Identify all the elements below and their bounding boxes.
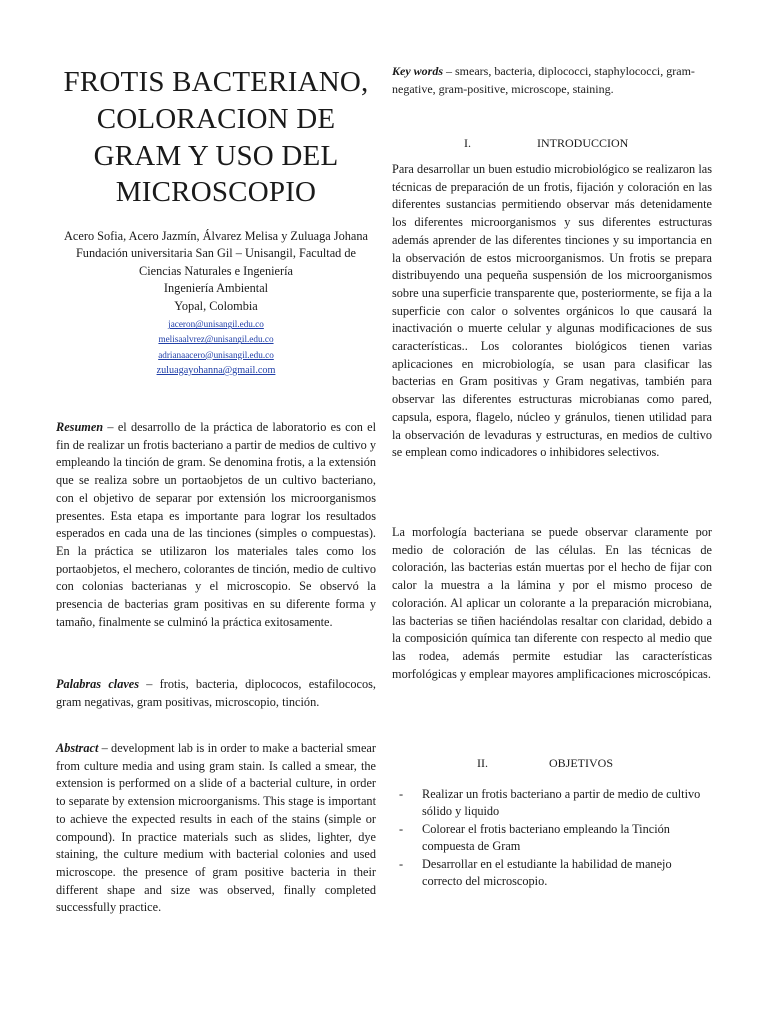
keywords-text: – smears, bacteria, diplococci, staphylococci, gram-negative, gram-positive, microscope, staining. [392, 64, 695, 96]
section-number: I. [464, 136, 471, 150]
email-link[interactable]: melisaalvrez@unisangil.edu.co [158, 334, 274, 345]
location: Yopal, Colombia [174, 298, 258, 313]
list-item [392, 856, 712, 890]
list-item [392, 821, 712, 855]
palabras-claves-lead: Palabras claves [56, 677, 140, 691]
institution: Fundación universitaria San Gil – Unisangil, Facultad de Ciencias Naturales e Ingeniería [75, 246, 357, 278]
bullet-dash: - [399, 822, 404, 836]
section-number: II. [477, 756, 488, 770]
bullet-dash: - [399, 857, 404, 871]
resumen-text: – el desarrollo de la práctica de laboratorio es con el fin de realizar un frotis bacteriano a partir de medios de cultivo y empleando la tinción de gram. Se denomina frotis, a la extensión que se realiza sobre un portaobjetos de un cultivo bacteriano, con el objetivo de separar por extensión los microorganismos presentes. Esta etapa es importante para lograr los resultados esperados en cada una de las tinciones (simples o compuestas). En la práctica se utilizaron los materiales tales como los portaobjetos, el mechero, colorantes de tinción, medio de cultivo con colonias bacterianas y el microscopio. Se observó la presencia de bacterias gram positivas en su diferente forma y tamaño, finalmente se culminó la práctica exitosamente. [56, 420, 376, 629]
bullet-dash: - [399, 787, 404, 801]
section-title: OBJETIVOS [549, 756, 614, 770]
keywords-lead: Key words [392, 64, 443, 78]
author-block [56, 228, 376, 380]
intro-paragraph: La morfología bacteriana se puede observar claramente por medio de coloración de las células. En las técnicas de coloración, las bacterias están muertas por el hecho de fijar con calor la muestra a la lámina y por el mismo proceso de coloración. Al aplicar un colorante a la preparación microbiana, las bacterias se tiñen haciéndolas resaltar con claridad, debido a la composición química tan diferente con respecto al medio que las rodea, además permite estudiar las características morfológicas y emplear mayores amplificaciones microscópicas. [392, 525, 712, 681]
paper-title: FROTIS BACTERIANO, COLORACION DE GRAM Y USO DEL MICROSCOPIO [63, 66, 369, 209]
email-list [56, 317, 376, 379]
author-names: Acero Sofia, Acero Jazmín, Álvarez Melisa y Zuluaga Johana [64, 229, 368, 243]
list-item [392, 786, 712, 820]
palabras-claves-text: – frotis, bacteria, diplococos, estafilococos, gram negativas, gram positivas, microscopio, tinción. [56, 677, 376, 709]
abstract-paragraph [56, 740, 376, 917]
email-link[interactable]: adrianaacero@unisangil.edu.co [158, 349, 274, 360]
email-link[interactable]: zuluagayohanna@gmail.com [156, 364, 276, 376]
email-link[interactable]: jaceron@unisangil.edu.co [168, 319, 264, 330]
objective-text: Realizar un frotis bacteriano a partir de medio de cultivo sólido y liquido [422, 787, 701, 818]
abstract-text: – development lab is in order to make a bacterial smear from culture media and using gram stain. Is called a smear, the extension is performed on a slide of a bacterial culture, in order to separate by extension microorganisms. This stage is important to achieve the expected results in each of the stains (simple or compound). In practice materials such as slides, lighter, dye staining, the culture medium with bacterial colonies and used microscope. the presence of gram positive bacteria in their different shape and size was observed, finally completed successfully practice. [56, 741, 376, 915]
resumen-lead: Resumen [56, 420, 104, 434]
palabras-claves-paragraph [56, 676, 376, 711]
section-title: INTRODUCCION [537, 136, 629, 150]
keywords-paragraph [392, 62, 712, 98]
objective-text: Desarrollar en el estudiante la habilidad de manejo correcto del microscopio. [422, 857, 672, 888]
abstract-lead: Abstract [56, 741, 99, 755]
program: Ingeniería Ambiental [163, 281, 269, 296]
intro-paragraph: Para desarrollar un buen estudio microbiológico se realizaron las técnicas de preparación de un frotis, fijación y coloración en las diferentes sustancias permitiendo observar más detenidamente los diferentes microorganismos y sus diferentes estructuras además aprender de las diferentes tinciones y su importancia en la observación de estos microorganismos. Un frotis se prepara distribuyendo una pequeña suspensión de los microorganismos sobre una superficie transparente que, posteriormente, se fija a la superficie con calor o solventes orgánicos lo que causará la inactivación o muerte celular y algunas modificaciones de sus características.. Los colorantes biológicos tienen varias aplicaciones en microbiología, se usan para clasificar las bacterias en Gram positivas y Gram negativas, también para observar las diferentes estructuras microbianas como pared, capsula, espora, flagelo, núcleo y gránulos, tienen utilidad para la observación de levaduras y estructuras, en medios de cultivo se emplean como indicadores o inhibidores selectivos. [392, 162, 712, 460]
objectives-list [392, 786, 712, 891]
resumen-paragraph [56, 419, 376, 631]
objective-text: Colorear el frotis bacteriano empleando la Tinción compuesta de Gram [422, 822, 670, 853]
